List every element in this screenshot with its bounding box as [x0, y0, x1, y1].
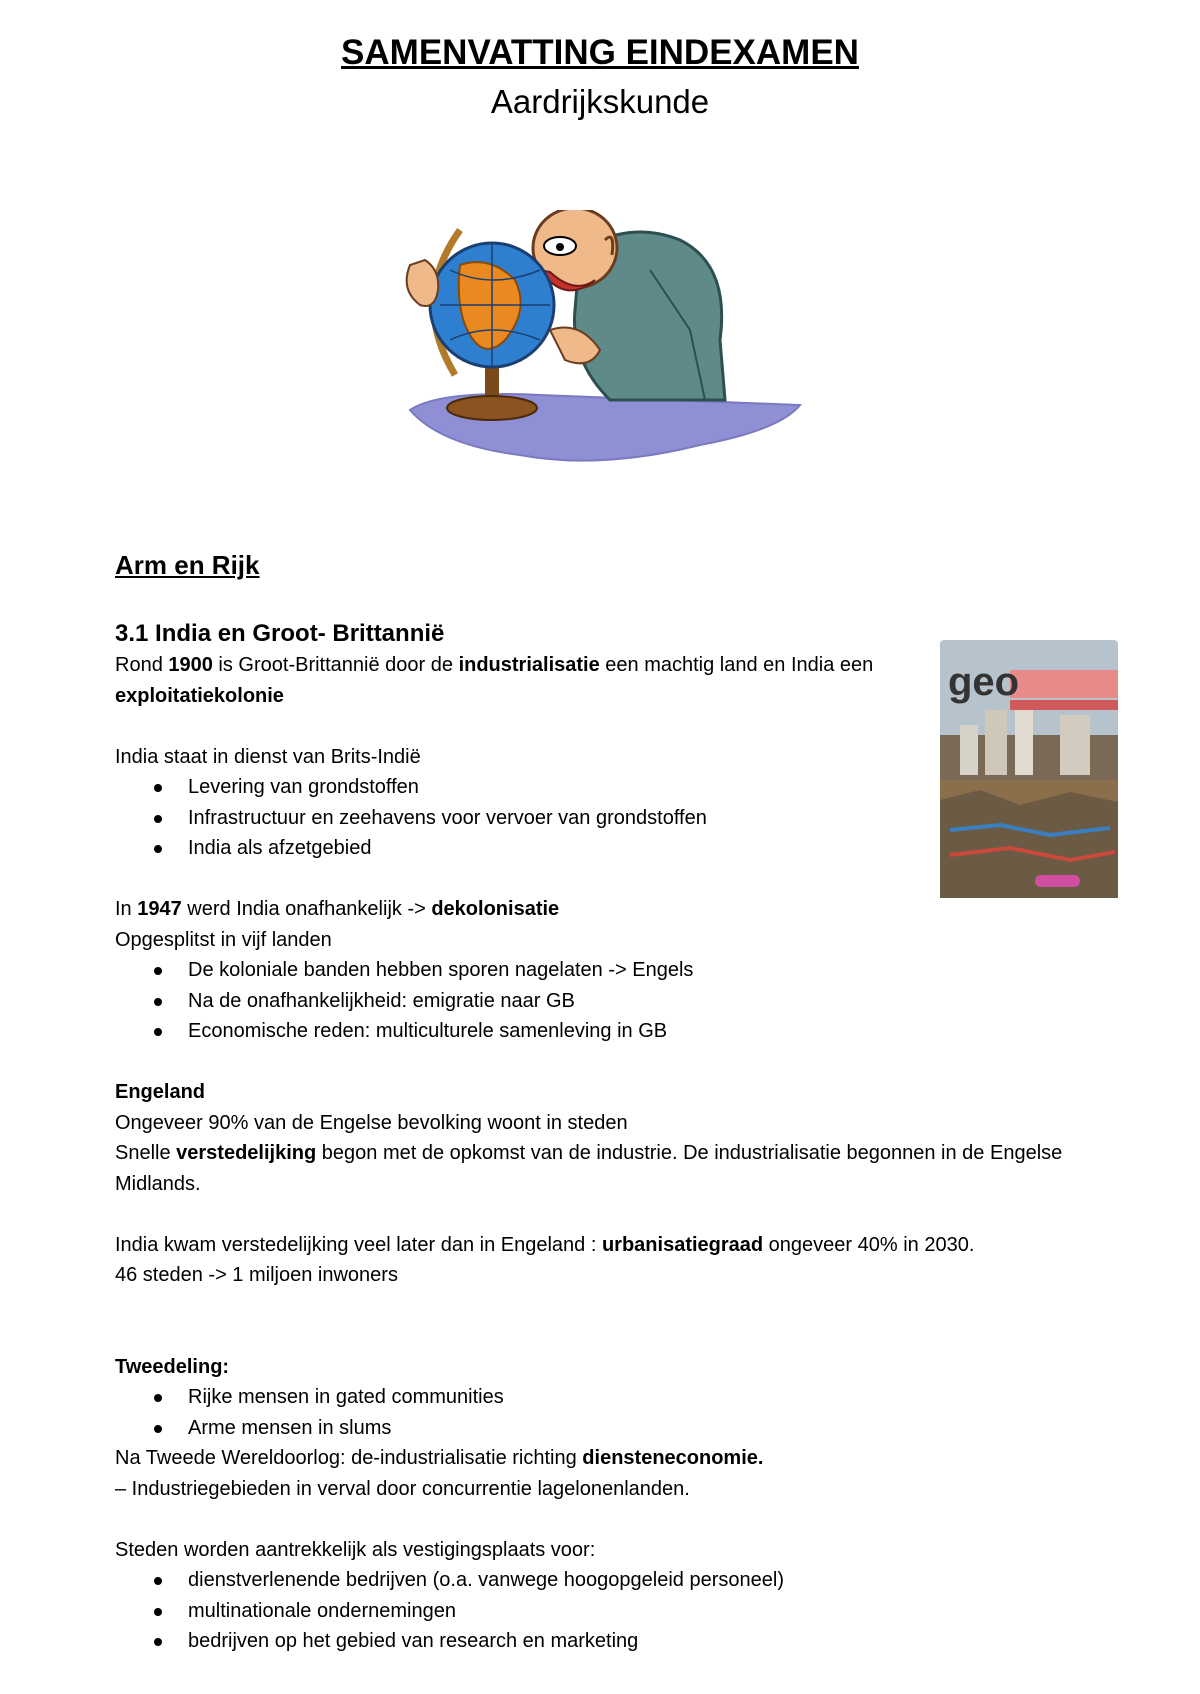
document-title: SAMENVATTING EINDEXAMEN [341, 33, 859, 72]
document-body [115, 548, 1115, 1657]
list-item: multinationale ondernemingen [188, 1596, 1115, 1627]
man-with-globe-clipart [400, 210, 810, 510]
postwar-line: Na Tweede Wereldoorlog: de-industrialisatie richting diensteneconomie. [115, 1447, 764, 1469]
list-item: Infrastructuur en zeehavens voor vervoer van grondstoffen [188, 803, 1115, 834]
list-item: Rijke mensen in gated communities [188, 1382, 1115, 1413]
tweedeling-list [115, 1382, 1115, 1443]
list-item: Na de onafhankelijkheid: emigratie naar GB [188, 986, 1115, 1017]
list-item: dienstverlenende bedrijven (o.a. vanwege hoogopgeleid personeel) [188, 1565, 1115, 1596]
intro-paragraph: Rond 1900 is Groot-Brittannië door de industrialisatie een machtig land en India een exploitatiekolonie [115, 654, 874, 707]
service-intro: India staat in dienst van Brits-Indië [115, 745, 421, 768]
england-line-1: Ongeveer 90% van de Engelse bevolking woont in steden [115, 1111, 628, 1134]
cities-list [115, 1565, 1115, 1657]
india-urbanisation: India kwam verstedelijking veel later dan in Engeland : urbanisatiegraad ongeveer 40% in 2030. [115, 1233, 975, 1256]
section-heading: Arm en Rijk [115, 550, 260, 580]
split-list [115, 955, 1115, 1047]
list-item: Economische reden: multiculturele samenleving in GB [188, 1016, 1115, 1047]
list-item: Levering van grondstoffen [188, 772, 1115, 803]
list-item: India als afzetgebied [188, 833, 1115, 864]
england-heading: Engeland [115, 1081, 206, 1103]
cities-intro: Steden worden aantrekkelijk als vestigingsplaats voor: [115, 1538, 596, 1561]
service-list [115, 772, 1115, 864]
list-item: bedrijven op het gebied van research en marketing [188, 1626, 1115, 1657]
subsection-heading: 3.1 India en Groot- Brittannië [115, 620, 445, 647]
list-item: Arme mensen in slums [188, 1413, 1115, 1444]
england-line-2: Snelle verstedelijking begon met de opkomst van de industrie. De industrialisatie begonnen in de Engelse Midlands. [115, 1142, 1063, 1195]
india-cities: 46 steden -> 1 miljoen inwoners [115, 1264, 398, 1286]
list-item: De koloniale banden hebben sporen nagelaten -> Engels [188, 955, 1115, 986]
independence-line: In 1947 werd India onafhankelijk -> dekolonisatie [115, 898, 560, 920]
split-intro: Opgesplitst in vijf landen [115, 928, 332, 951]
tweedeling-heading: Tweedeling: [115, 1355, 230, 1378]
document-subtitle: Aardrijkskunde [490, 83, 710, 120]
decline-line: – Industriegebieden in verval door concurrentie lagelonenlanden. [115, 1477, 690, 1500]
book-brand-text: geo [948, 660, 1020, 704]
